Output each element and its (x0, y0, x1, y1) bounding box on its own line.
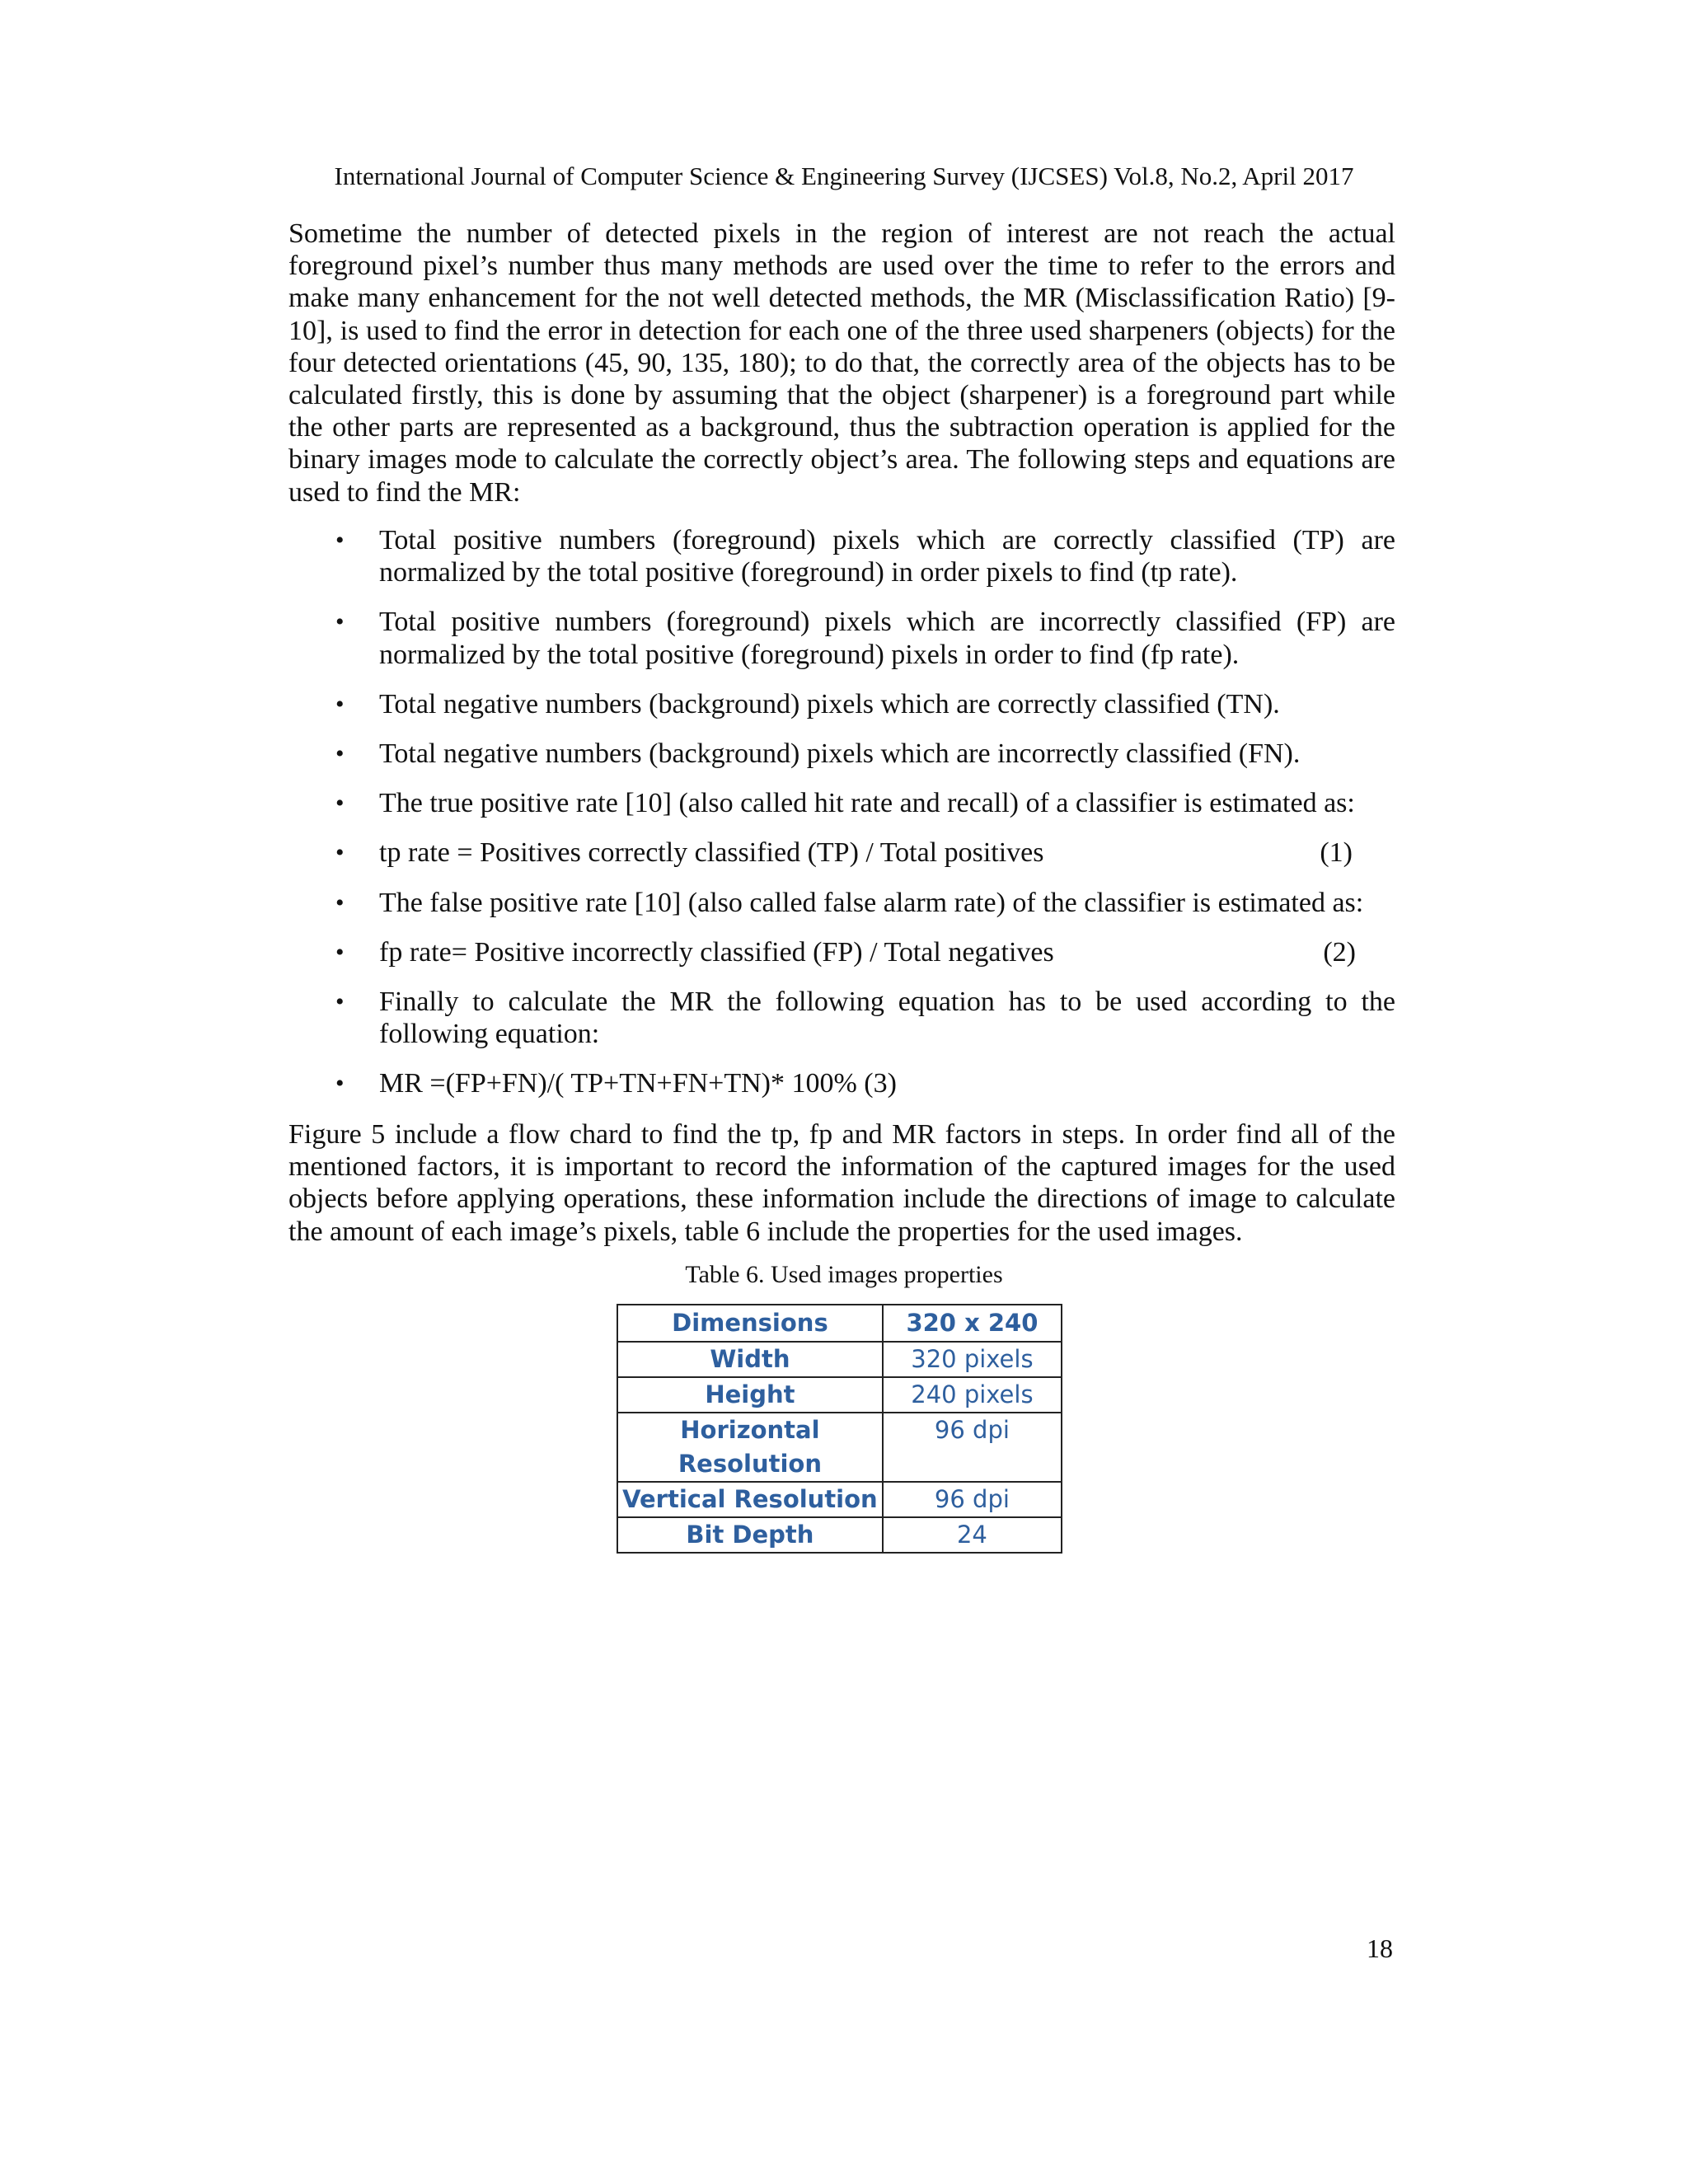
bullet-icon: • (335, 839, 345, 867)
table-row (617, 1413, 1062, 1482)
table-key-cell: Height (617, 1377, 883, 1413)
list-item-text: Total negative numbers (background) pixels which are correctly classified (TN). (379, 688, 1280, 719)
list-item-equation (288, 837, 1395, 869)
list-item-text: Total negative numbers (background) pixels which are incorrectly classified (FN). (379, 738, 1301, 770)
running-header: International Journal of Computer Science & Engineering Survey (IJCSES) Vol.8, No.2, April 2017 (334, 162, 1354, 190)
bullet-icon: • (335, 740, 345, 768)
table-header-cell: 320 x 240 (883, 1305, 1062, 1342)
list-item (288, 738, 1395, 770)
list-item (288, 606, 1395, 670)
table-value-cell: 96 dpi (883, 1413, 1062, 1482)
table-key-cell: Vertical Resolution (617, 1482, 883, 1517)
list-item (288, 887, 1395, 919)
page-number: 18 (1367, 1933, 1393, 1963)
table-row (617, 1377, 1062, 1413)
table-row (617, 1482, 1062, 1517)
table-row (617, 1342, 1062, 1377)
list-item-text: The true positive rate [10] (also called hit rate and recall) of a classifier is estimated as: (379, 788, 1355, 819)
bullet-icon: • (335, 790, 345, 818)
list-item (288, 787, 1395, 819)
equation-number: (2) (1323, 936, 1356, 968)
bullet-icon: • (335, 608, 345, 636)
bullet-icon: • (335, 938, 345, 966)
table-value-cell: 240 pixels (883, 1377, 1062, 1413)
table-value-cell: 24 (883, 1517, 1062, 1553)
table-row (617, 1517, 1062, 1553)
steps-list (288, 524, 1395, 1118)
table-key-cell: Horizontal Resolution (617, 1413, 883, 1482)
equation-number: (1) (1320, 837, 1353, 869)
table-caption: Table 6. Used images properties (685, 1261, 1003, 1288)
table-key-cell: Bit Depth (617, 1517, 883, 1553)
list-item-text: Total positive numbers (foreground) pixels which are correctly classified (TP) are normalized by the total positive (foreground) in order pixels to find (tp rate). (379, 525, 1395, 588)
list-item-equation (288, 936, 1395, 968)
list-item (288, 986, 1395, 1050)
equation-tp-rate: tp rate = Positives correctly classified (TP) / Total positives (379, 837, 1044, 869)
table-value-cell: 96 dpi (883, 1482, 1062, 1517)
paragraph-figure5: Figure 5 include a flow chard to find the tp, fp and MR factors in steps. In order find all of the mentioned factors, it is important to record the information of the captured images for the used objects before applying operations, these information include the directions of image to calculate the amount of each image’s pixels, table 6 include the properties for the used images. (288, 1119, 1395, 1247)
bullet-icon: • (335, 690, 345, 718)
list-item-equation (288, 1067, 1395, 1099)
image-properties-table (617, 1304, 1062, 1554)
equation-mr: MR =(FP+FN)/( TP+TN+FN+TN)* 100% (3) (379, 1068, 897, 1099)
equation-fp-rate: fp rate= Positive incorrectly classified (FP) / Total negatives (379, 936, 1054, 968)
list-item-text: Total positive numbers (foreground) pixels which are incorrectly classified (FP) are normalized by the total positive (foreground) pixels in order to find (fp rate). (379, 607, 1395, 670)
list-item-text: Finally to calculate the MR the following equation has to be used according to the following equation: (379, 987, 1395, 1050)
table-header-row (617, 1305, 1062, 1342)
paragraph-mr-intro: Sometime the number of detected pixels in the region of interest are not reach the actual foreground pixel’s number thus many methods are used over the time to refer to the errors and make many enhancement for the not well detected methods, the MR (Misclassification Ratio) [9-10], is used to find the error in detection for each one of the three used sharpeners (objects) for the four detected orientations (45, 90, 135, 180); to do that, the correctly area of the objects has to be calculated firstly, this is done by assuming that the object (sharpener) is a foreground part while the other parts are represented as a background, thus the subtraction operation is applied for the binary images mode to calculate the correctly object’s area. The following steps and equations are used to find the MR: (288, 218, 1395, 508)
list-item-text: The false positive rate [10] (also called false alarm rate) of the classifier is estimated as: (379, 887, 1364, 918)
list-item (288, 688, 1395, 720)
table-value-cell: 320 pixels (883, 1342, 1062, 1377)
table-key-cell: Width (617, 1342, 883, 1377)
bullet-icon: • (335, 988, 345, 1016)
bullet-icon: • (335, 1070, 345, 1098)
bullet-icon: • (335, 527, 345, 554)
list-item (288, 524, 1395, 588)
bullet-icon: • (335, 888, 345, 916)
table-header-cell: Dimensions (617, 1305, 883, 1342)
